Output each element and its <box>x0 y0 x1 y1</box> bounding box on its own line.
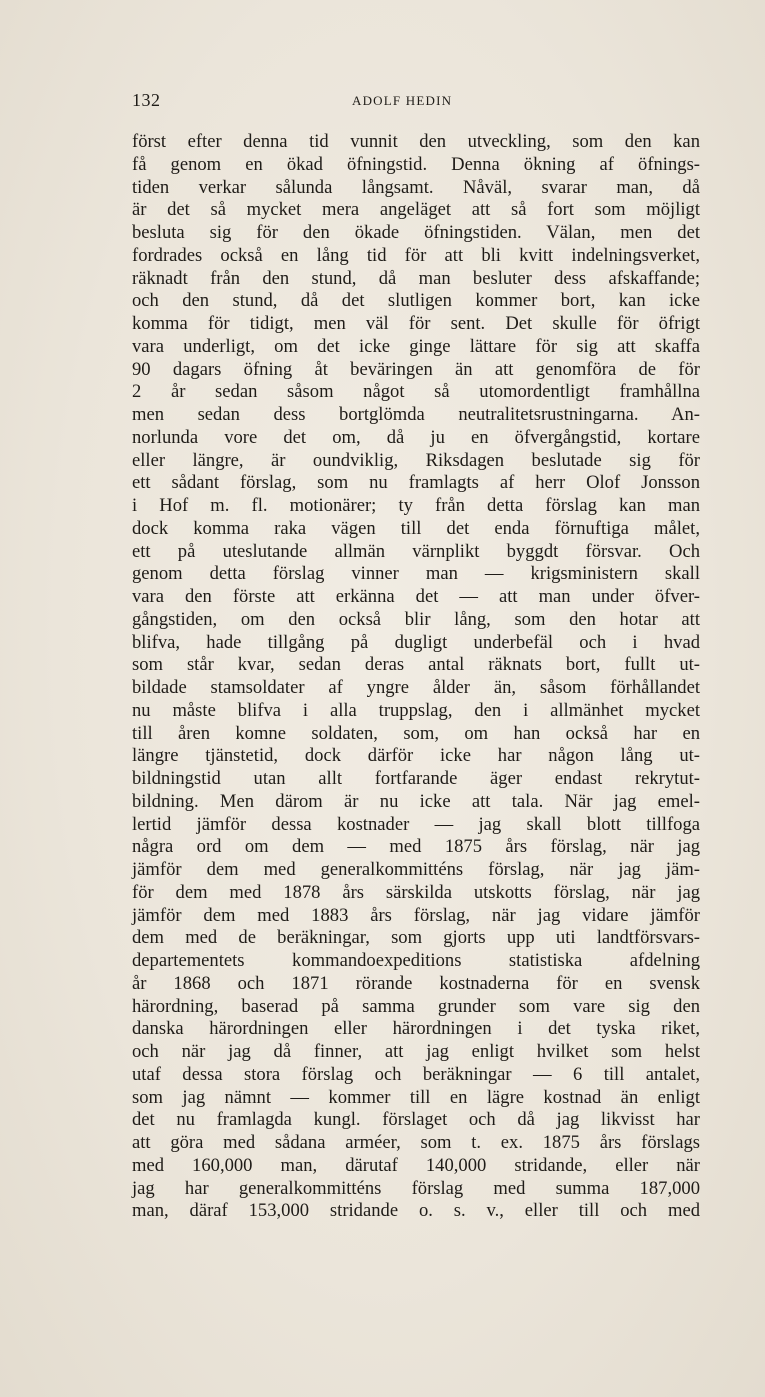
text-line: 90 dagars öfning åt beväringen än att genomföra de för <box>132 358 700 380</box>
text-line: utaf dessa stora förslag och beräkningar — 6 till antalet, <box>132 1063 700 1085</box>
text-line: för dem med 1878 års särskilda utskotts förslag, när jag <box>132 881 700 903</box>
page-number: 132 <box>132 90 161 110</box>
text-line: komma för tidigt, men väl för sent. Det skulle för öfrigt <box>132 313 700 334</box>
text-line: men sedan dess bortglömda neutralitetsrustningarna. An- <box>132 404 700 425</box>
body-text <box>132 131 700 1223</box>
text-line: bildningstid utan allt fortfarande äger endast rekrytut- <box>132 768 700 789</box>
text-line: fordrades också en lång tid för att bli kvitt indelningsverket, <box>132 244 700 266</box>
text-line: nu måste blifva i alla truppslag, den i allmänhet mycket <box>132 699 700 721</box>
text-line: få genom en ökad öfningstid. Denna ökning af öfnings- <box>132 153 700 175</box>
text-line: år 1868 och 1871 rörande kostnaderna för en svensk <box>132 972 700 994</box>
text-line: längre tjänstetid, dock därför icke har någon lång ut- <box>132 745 700 767</box>
text-line: som står kvar, sedan deras antal räknats bort, fullt ut- <box>132 654 700 676</box>
text-line: lertid jämför dessa kostnader — jag skall blott tillfoga <box>132 813 700 835</box>
text-line: ett på uteslutande allmän värnplikt byggdt försvar. Och <box>132 540 700 562</box>
text-line: några ord om dem — med 1875 års förslag, när jag <box>132 836 700 858</box>
text-line: med 160,000 man, därutaf 140,000 stridande, eller när <box>132 1154 700 1176</box>
text-line: till åren komne soldaten, som, om han också har en <box>132 722 700 744</box>
text-line: bildade stamsoldater af yngre ålder än, såsom förhållandet <box>132 677 700 698</box>
text-line: jämför dem med generalkommitténs förslag, när jag jäm- <box>132 859 700 880</box>
text-line: blifva, hade tillgång på dugligt underbefäl och i hvad <box>132 631 700 653</box>
text-line: att göra med sådana arméer, som t. ex. 1875 års förslags <box>132 1132 700 1153</box>
text-line: dem med de beräkningar, som gjorts upp uti landtförsvars- <box>132 927 700 949</box>
text-line: räknadt från den stund, då man besluter dess afskaffande; <box>132 267 700 289</box>
text-line: och när jag då finner, att jag enligt hvilket som helst <box>132 1041 700 1062</box>
text-line: dock komma raka vägen till det enda förnuftiga målet, <box>132 517 700 539</box>
text-line: det nu framlagda kungl. förslaget och då jag likvisst har <box>132 1109 700 1131</box>
page-header <box>132 90 700 112</box>
text-line: norlunda vore det om, då ju en öfvergångstid, kortare <box>132 426 700 448</box>
text-line: 2 år sedan såsom något så utomordentligt framhållna <box>132 381 700 403</box>
text-line: först efter denna tid vunnit den utveckling, som den kan <box>132 131 700 152</box>
text-line: som jag nämnt — kommer till en lägre kostnad än enligt <box>132 1086 700 1108</box>
text-line: danska härordningen eller härordningen i det tyska riket, <box>132 1018 700 1040</box>
text-line: departementets kommandoexpeditions statistiska afdelning <box>132 950 700 971</box>
text-line: är det så mycket mera angeläget att så fort som möjligt <box>132 199 700 221</box>
text-line: eller längre, är oundviklig, Riksdagen beslutade sig för <box>132 449 700 471</box>
text-line: vara den förste att erkänna det — att man under öfver- <box>132 586 700 607</box>
text-line: man, däraf 153,000 stridande o. s. v., eller till och med <box>132 1200 700 1222</box>
text-line: jag har generalkommitténs förslag med summa 187,000 <box>132 1177 700 1199</box>
text-line: gångstiden, om den också blir lång, som den hotar att <box>132 608 700 630</box>
text-line: vara underligt, om det icke ginge lättare för sig att skaffa <box>132 335 700 357</box>
text-line: besluta sig för den ökade öfningstiden. Välan, men det <box>132 222 700 243</box>
text-line: bildning. Men därom är nu icke att tala. När jag emel- <box>132 790 700 812</box>
text-line: ett sådant förslag, som nu framlagts af herr Olof Jonsson <box>132 472 700 494</box>
text-line: genom detta förslag vinner man — krigsministern skall <box>132 563 700 585</box>
running-head: ADOLF HEDIN <box>352 93 453 108</box>
text-line: och den stund, då det slutligen kommer bort, kan icke <box>132 290 700 312</box>
text-line: i Hof m. fl. motionärer; ty från detta förslag kan man <box>132 495 700 516</box>
text-line: härordning, baserad på samma grunder som vare sig den <box>132 995 700 1017</box>
text-line: tiden verkar sålunda långsamt. Nåväl, svarar man, då <box>132 176 700 198</box>
text-line: jämför dem med 1883 års förslag, när jag vidare jämför <box>132 904 700 926</box>
